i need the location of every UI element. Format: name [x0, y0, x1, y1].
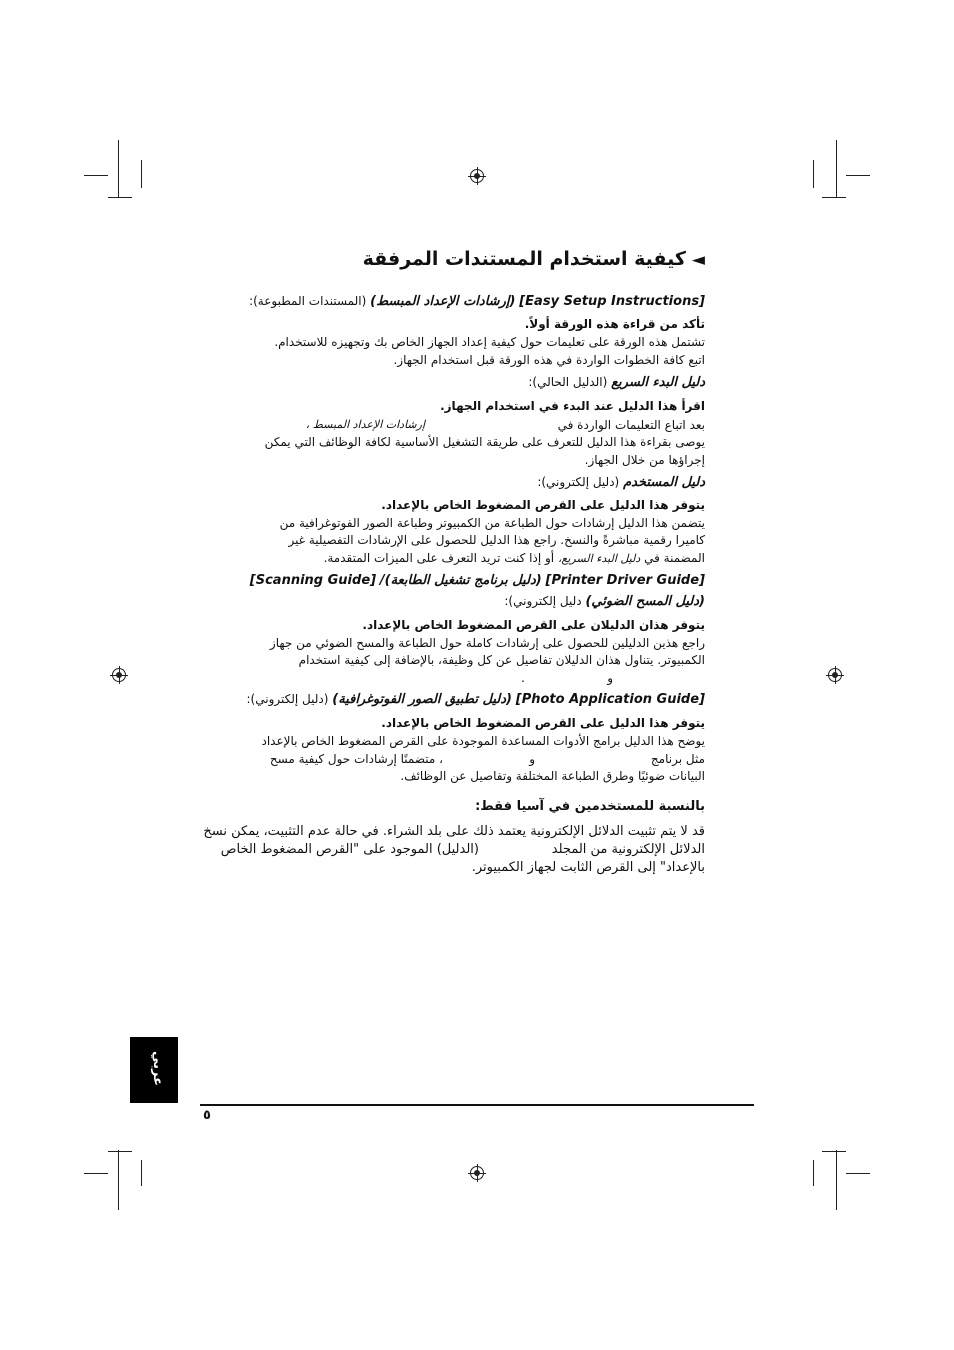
body-line: و [529, 752, 535, 766]
section-heading: [Printer Driver Guide] (دليل برنامج تشغيل الطابعة)/ [Scanning Guide] [249, 573, 705, 588]
crop-mark [822, 197, 846, 198]
page-title: ◄كيفية استخدام المستندات المرفقة [362, 248, 705, 270]
section-heading: [Photo Application Guide] (دليل تطبيق الصور الفوتوغرافية) (دليل إلكتروني): [246, 692, 705, 707]
crop-mark [108, 197, 132, 198]
body-line: إجراؤها من خلال الجهاز. [584, 453, 705, 467]
language-tab [130, 1037, 178, 1103]
body-line: تشتمل هذه الورقة على تعليمات حول كيفية إعداد الجهاز الخاص بك وتجهيزه للاستخدام. [274, 335, 705, 349]
registration-mark-icon [470, 1166, 484, 1180]
body-line: بعد اتباع التعليمات الواردة في [557, 418, 705, 432]
crop-mark [846, 1173, 870, 1174]
crop-mark [118, 1150, 119, 1210]
crop-mark [84, 1173, 108, 1174]
section-heading: [Easy Setup Instructions] (إرشادات الإعداد المبسط) (المستندات المطبوعة): [249, 294, 705, 309]
body-line: ، متضمنًا إرشادات حول كيفية مسح [269, 752, 443, 766]
body-line: البيانات ضوئيًا وطرق الطباعة المختلفة وتفاصيل عن الوظائف. [400, 769, 705, 783]
body-line: كاميرا رقمية مباشرةً والنسخ. راجع هذا الدليل للحصول على الإرشادات التفصيلية غير [288, 533, 705, 547]
body-line: بالإعداد" إلى القرص الثابت لجهاز الكمبيوتر. [471, 860, 705, 875]
crop-mark [813, 1160, 814, 1186]
footer-rule [200, 1104, 754, 1106]
crop-mark [118, 140, 119, 198]
crop-mark [822, 1151, 846, 1152]
body-line: (الدليل) الموجود على "القرص المضغوط الخاص [220, 842, 479, 857]
body-line: قد لا يتم تثبيت الدلائل الإلكترونية يعتمد ذلك على بلد الشراء. في حالة عدم التثبيت، يمكن نسخ [203, 824, 705, 839]
registration-mark-icon [470, 169, 484, 183]
body-line: . [521, 671, 525, 685]
section-heading: (دليل المسح الضوئي) دليل إلكتروني): [504, 594, 705, 609]
section-heading: دليل البدء السريع (الدليل الحالي): [528, 375, 705, 390]
body-line: راجع هذين الدليلين للحصول على إرشادات كاملة حول الطباعة والمسح الضوئي من جهاز [269, 636, 705, 650]
body-line: الكمبيوتر. يتناول هذان الدليلان تفاصيل عن كل وظيفة، بالإضافة إلى كيفية استخدام [298, 653, 705, 667]
crop-mark [836, 140, 837, 198]
crop-mark [813, 160, 814, 188]
crop-mark [141, 1160, 142, 1186]
body-line: يوصى بقراءة هذا الدليل للتعرف على طريقة التشغيل الأساسية لكافة الوظائف التي يمكن [264, 435, 705, 449]
page-number: ٥ [203, 1108, 211, 1123]
crop-mark [846, 175, 870, 176]
body-line: مثل برنامج [650, 752, 705, 766]
crop-mark [84, 175, 108, 176]
registration-mark-icon [112, 668, 126, 682]
crop-mark [108, 1151, 132, 1152]
section-subheading: اقرأ هذا الدليل عند البدء في استخدام الجهاز. [440, 399, 705, 413]
body-line: المضمنة في دليل البدء السريع، أو إذا كنت تريد التعرف على الميزات المتقدمة. [323, 551, 705, 565]
section-subheading: تأكد من قراءة هذه الورقة أولاً. [524, 317, 705, 331]
section-subheading: يتوفر هذا الدليل على القرص المضغوط الخاص بالإعداد. [381, 498, 705, 512]
body-line: يوضح هذا الدليل برامج الأدوات المساعدة الموجودة على القرص المضغوط الخاص بالإعداد [261, 734, 705, 748]
section-subheading: يتوفر هذا الدليل على القرص المضغوط الخاص بالإعداد. [381, 716, 705, 730]
registration-mark-icon [828, 668, 842, 682]
section-subheading: يتوفر هذان الدليلان على القرص المضغوط الخاص بالإعداد. [362, 618, 705, 632]
body-line: و [607, 671, 613, 685]
crop-mark [141, 160, 142, 188]
body-line: يتضمن هذا الدليل إرشادات حول الطباعة من الكمبيوتر وطباعة الصور الفوتوغرافية من [279, 516, 705, 530]
language-tab-label: عربي [150, 1050, 166, 1087]
body-line-italic: إرشادات الإعداد المبسط ، [305, 418, 425, 431]
asia-heading: بالنسبة للمستخدمين في آسيا فقط: [475, 799, 705, 814]
triangle-marker-icon: ◄ [691, 250, 705, 270]
body-line: الدلائل الإلكترونية من المجلد [551, 842, 705, 857]
section-heading: دليل المستخدم (دليل إلكتروني): [537, 475, 705, 490]
body-line: اتبع كافة الخطوات الواردة في هذه الورقة قبل استخدام الجهاز. [393, 353, 705, 367]
crop-mark [836, 1150, 837, 1210]
